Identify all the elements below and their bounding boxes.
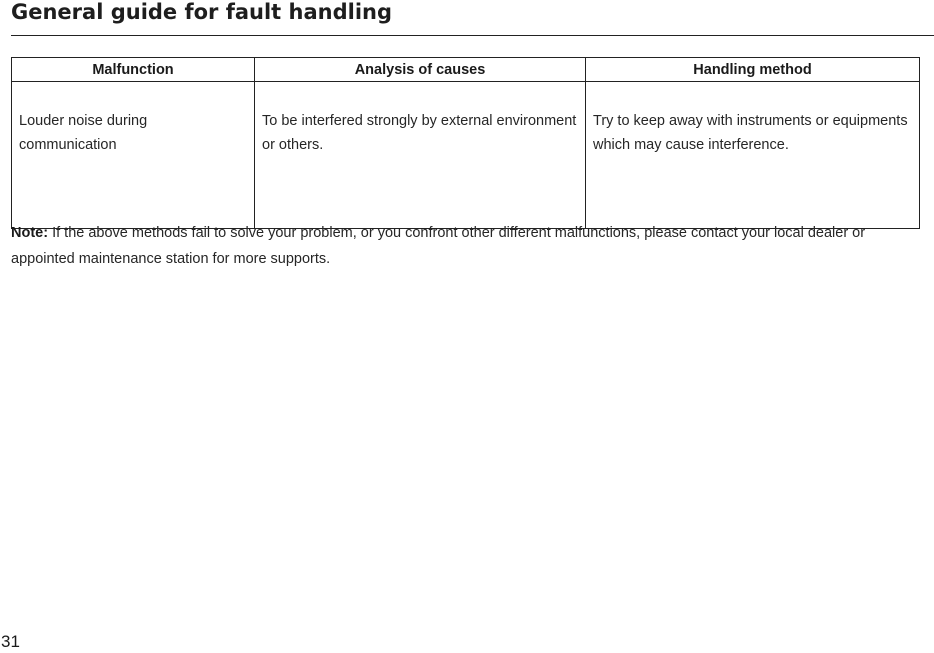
table-row bbox=[12, 82, 920, 229]
header-handling-method: Handling method bbox=[586, 58, 920, 82]
cell-handling: Try to keep away with instruments or equipments which may cause interference. bbox=[586, 82, 920, 229]
header-analysis-of-causes: Analysis of causes bbox=[255, 58, 586, 82]
header-malfunction: Malfunction bbox=[12, 58, 255, 82]
title-divider bbox=[11, 35, 934, 36]
note-paragraph bbox=[11, 220, 926, 272]
table-header-row bbox=[12, 58, 920, 82]
page-number: 31 bbox=[1, 632, 20, 651]
page-title: General guide for fault handling bbox=[11, 0, 392, 24]
cell-malfunction: Louder noise during communication bbox=[12, 82, 255, 229]
cell-analysis: To be interfered strongly by external environment or others. bbox=[255, 82, 586, 229]
fault-handling-table bbox=[11, 57, 920, 229]
note-label: Note: bbox=[11, 225, 49, 241]
note-text: If the above methods fail to solve your problem, or you confront other different malfunctions, please contact your local dealer or appointed maintenance station for more supports. bbox=[11, 225, 866, 267]
